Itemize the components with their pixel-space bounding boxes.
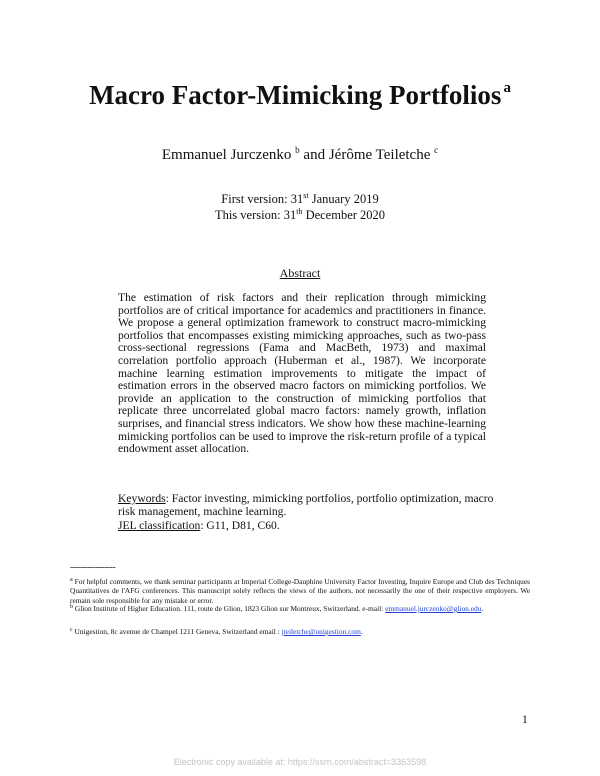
this-version-date: December 2020 xyxy=(305,208,386,222)
author-2: Jérôme Teiletche xyxy=(328,147,431,163)
footnote-b xyxy=(70,603,530,613)
jel-text: : G11, D81, C60. xyxy=(200,518,280,532)
author-line xyxy=(0,145,600,164)
footnote-a-text: For helpful comments, we thank seminar participants at Imperial College-Dauphine University Factor Investing, Inquire Europe and Club des Techniques Quantitatives de l'AFG conferences. This manuscript solely reflects the views of the authors, not necessarily the one of their respective employers. We remain sole responsible for any mistake or error. xyxy=(70,577,530,605)
footnote-c xyxy=(70,626,530,636)
this-version-line xyxy=(0,207,600,223)
title-footnote-mark: a xyxy=(503,80,511,96)
footnote-b-mark: b xyxy=(70,604,73,610)
keywords-text: : Factor investing, mimicking portfolios, portfolio optimization, macro risk management, machine learning. xyxy=(118,492,494,519)
author-2-mark: c xyxy=(434,145,439,155)
paper-title xyxy=(0,80,600,111)
keywords-label: Keywords xyxy=(118,492,166,505)
first-version-sup: st xyxy=(303,191,309,200)
footnote-c-mark: c xyxy=(70,627,73,633)
jel-label: JEL classification xyxy=(118,518,201,532)
author-conjunction: and xyxy=(303,147,326,163)
footnote-a-mark: a xyxy=(70,577,73,583)
this-version-prefix: This version: 31 xyxy=(214,208,297,222)
footnote-c-text: Unigestion, 8c avenue de Champel 1211 Geneva, Switzerland email : xyxy=(74,627,280,636)
footnote-b-email-link[interactable]: emmanuel.jurczenko@glion.edu xyxy=(385,604,482,613)
footnote-b-text: Glion Institute of Higher Education. 111, route de Glion, 1823 Glion sur Montreux, Switzerland. e-mail: xyxy=(74,604,384,613)
author-1: Emmanuel Jurczenko xyxy=(161,147,292,163)
page-number: 1 xyxy=(522,714,528,726)
footnote-separator: ---------------- xyxy=(70,562,116,573)
footnote-a xyxy=(70,576,530,605)
ssrn-footer-watermark: Electronic copy available at: https://ssrn.com/abstract=3363598 xyxy=(173,757,427,767)
footnote-b-end: . xyxy=(481,604,484,613)
author-1-mark: b xyxy=(295,145,300,155)
title-text: Macro Factor-Mimicking Portfolios xyxy=(89,80,502,110)
this-version-sup: th xyxy=(296,207,303,216)
abstract-body: The estimation of risk factors and their replication through mimicking portfolios are of critical importance for academics and practitioners in finance. We propose a general optimization framework to construct macro-mimicking portfolios that encompasses existing mimicking approaches, such as two-pass cross-sectional regressions (Fama and MacBeth, 1973) and maximal correlation portfolio approach (Huberman et al., 1987). We incorporate machine learning estimation improvements to mitigate the impact of estimation errors in the observed macro factors on mimicking portfolios. We provide an application to the construction of mimicking portfolios that replicate three uncorrelated global macro factors: namely growth, inflation surprises, and financial stress indicators. We show how these machine-learning mimicking portfolios can be used to improve the risk-return profile of a typical endowment asset allocation. xyxy=(118,291,486,456)
first-version-line xyxy=(0,191,600,207)
keywords-block xyxy=(118,492,498,532)
first-version-date: January 2019 xyxy=(311,192,379,206)
footnote-c-email-link[interactable]: jteiletche@unigestion.com xyxy=(281,627,361,636)
abstract-heading: Abstract xyxy=(279,266,321,280)
footnote-c-end: . xyxy=(360,627,363,636)
first-version-prefix: First version: 31 xyxy=(221,192,304,206)
